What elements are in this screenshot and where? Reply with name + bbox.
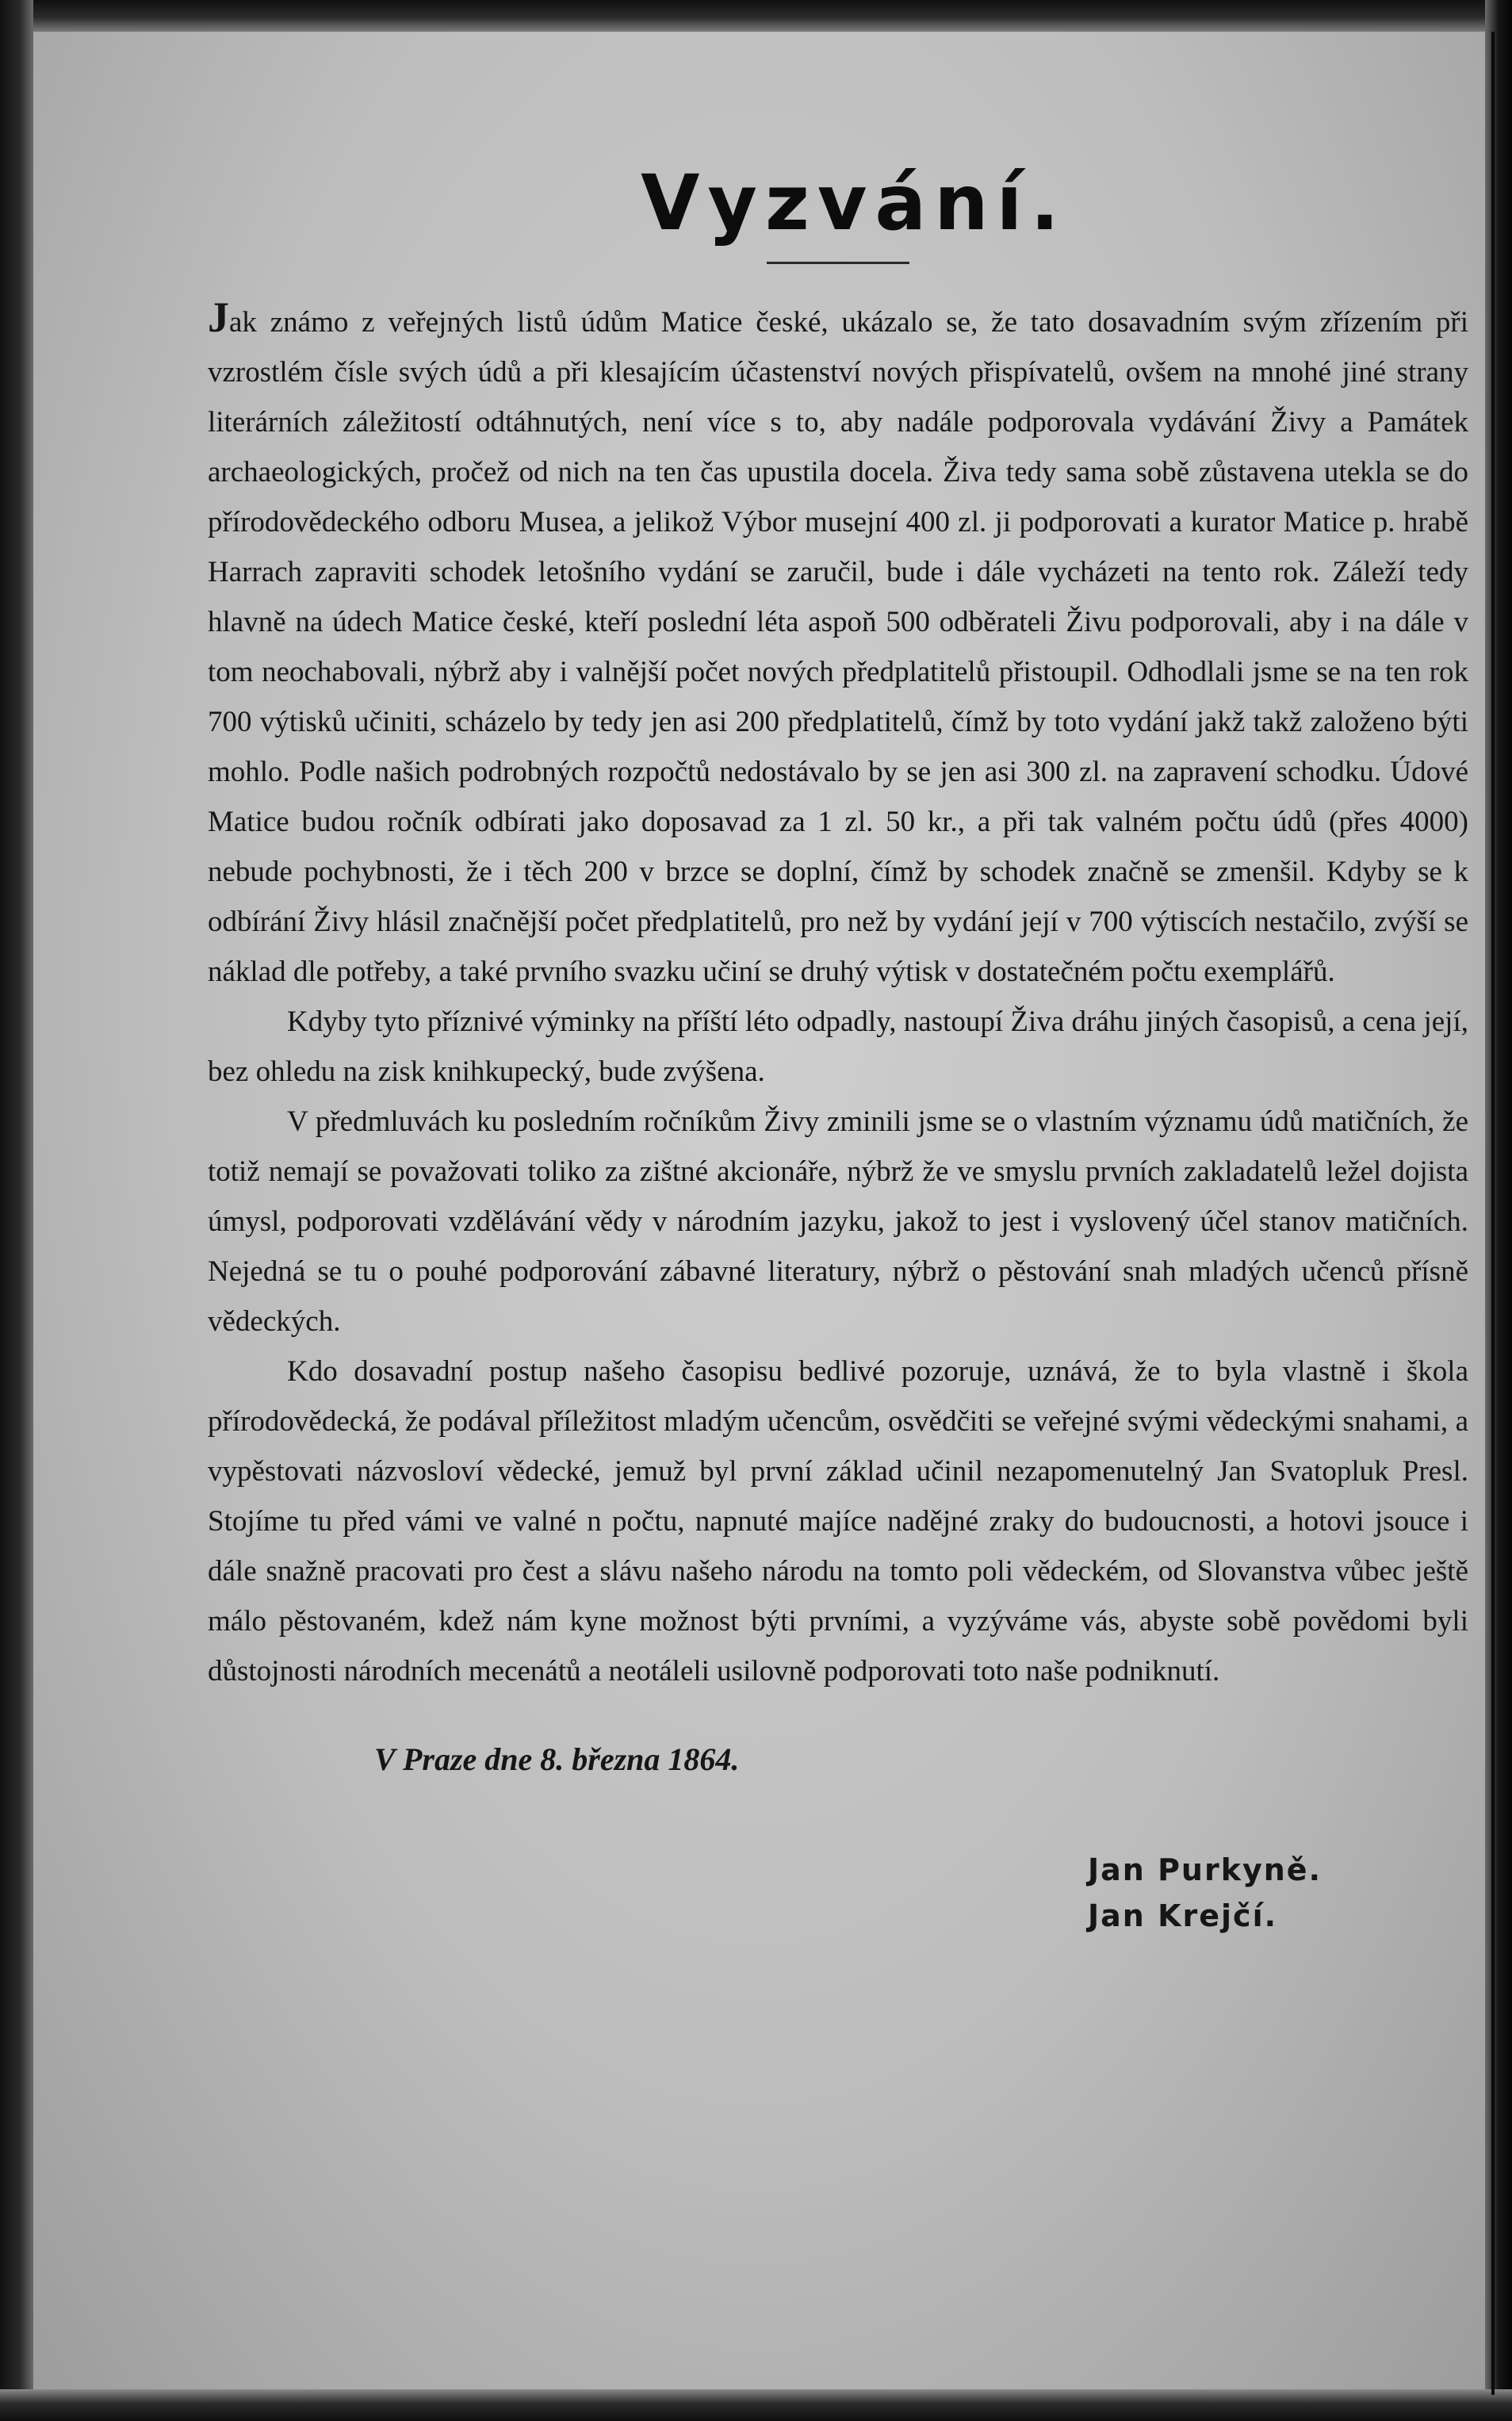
page-border-rule — [1491, 32, 1495, 2395]
scan-edge-top — [0, 0, 1512, 32]
scan-edge-bottom — [0, 2389, 1512, 2421]
paragraph-4 — [208, 1346, 1468, 1696]
document-body — [208, 159, 1468, 1939]
paragraph-3 — [208, 1097, 1468, 1346]
document-title: Vyzvání. — [641, 159, 1067, 247]
scan-edge-left — [0, 0, 33, 2421]
signature-block — [1088, 1847, 1468, 1939]
signature-krejci: Jan Krejčí. — [1088, 1898, 1278, 1933]
signature-purkyne: Jan Purkyně. — [1088, 1852, 1323, 1887]
paragraph-1-text: ak známo z veřejných listů údům Matice české, ukázalo se, že tato dosavadním svým zřízením při vzrostlém čísle svých údů a při klesajícím účastenství nových přispívatelů, ovšem na mnohé jiné strany literárních záležitostí odtáhnutých, není více s to, aby nadále podporovala vydávání Živy a Památek archaeologických, pročež od nich na ten čas upustila docela. Živa tedy sama sobě zůstavena utekla se do přírodovědeckého odboru Musea, a jelikož Výbor musejní 400 zl. ji podporovati a kurator Matice p. hrabě Harrach zapraviti schodek letošního vydání se zaručil, bude i dále vycházeti na tento rok. Záleží tedy hlavně na údech Matice české, kteří poslední léta aspoň 500 odběrateli Živu podporovali, aby i na dále v tom neochabovali, nýbrž aby i valnější počet nových předplatitelů přistoupil. Odhodlali jsme se na ten rok 700 výtisků učiniti, scházelo by tedy jen asi 200 předplatitelů, čímž by toto vydání jakž takž založeno býti mohlo. Podle našich podrobných rozpočtů nedostávalo by se jen asi 300 zl. na zapravení schodku. Údové Matice budou ročník odbírati jako doposavad za 1 zl. 50 kr., a při tak valném počtu údů (přes 4000) nebude pochybnosti, že i těch 200 v brzce se doplní, čímž by schodek značně se zmenšil. Kdyby se k odbírání Živy hlásil značnější počet předplatitelů, pro než by vydání její v 700 výtiscích nestačilo, zvýší se náklad dle potřeby, a také prvního svazku učiní se druhý výtisk v dostatečném počtu exemplářů. — [208, 306, 1468, 988]
title-underline — [767, 262, 909, 264]
scan-edge-right — [1485, 0, 1512, 2421]
paragraph-1 — [208, 293, 1468, 997]
paragraph-3-text: V předmluvách ku posledním ročníkům Živy zminili jsme se o vlastním významu údů matičních, že totiž nemají se považovati toliko za zištné akcionáře, nýbrž že ve smyslu prvních zakladatelů ležel dojista úmysl, podporovati vzdělávání vědy v národním jazyku, jakož to jest i vyslovený účel stanov matičních. Nejedná se tu o pouhé podporování zábavné literatury, nýbrž o pěstování snah mladých učenců přísně vědeckých. — [208, 1105, 1468, 1338]
date-line: V Praze dne 8. března 1864. — [374, 1741, 740, 1777]
paragraph-2-text: Kdyby tyto příznivé výminky na příští léto odpadly, nastoupí Živa dráhu jiných časopisů, a cena její, bez ohledu na zisk knihkupecký, bude zvýšena. — [208, 1006, 1468, 1088]
drop-cap-letter: J — [208, 293, 229, 341]
paragraph-2 — [208, 997, 1468, 1097]
paragraph-4-text: Kdo dosavadní postup našeho časopisu bedlivé pozoruje, uznává, že to byla vlastně i škola přírodovědecká, že podával příležitost mladým učencům, osvědčiti se veřejné svými vědeckými snahami, a vypěstovati názvosloví vědecké, jemuž byl první základ učinil nezapomenutelný Jan Svatopluk Presl. Stojíme tu před vámi ve valné n počtu, napnuté majíce nadějné zraky do budoucnosti, a hotovi jsouce i dále snažně pracovati pro čest a slávu našeho národu na tomto poli vědeckém, od Slovanstva vůbec ještě málo pěstovaném, kdež nám kyne možnost býti prvními, a vyzýváme vás, abyste sobě povědomi byli důstojnosti národních mecenátů a neotáleli usilovně podporovati toto naše podniknutí. — [208, 1355, 1468, 1687]
